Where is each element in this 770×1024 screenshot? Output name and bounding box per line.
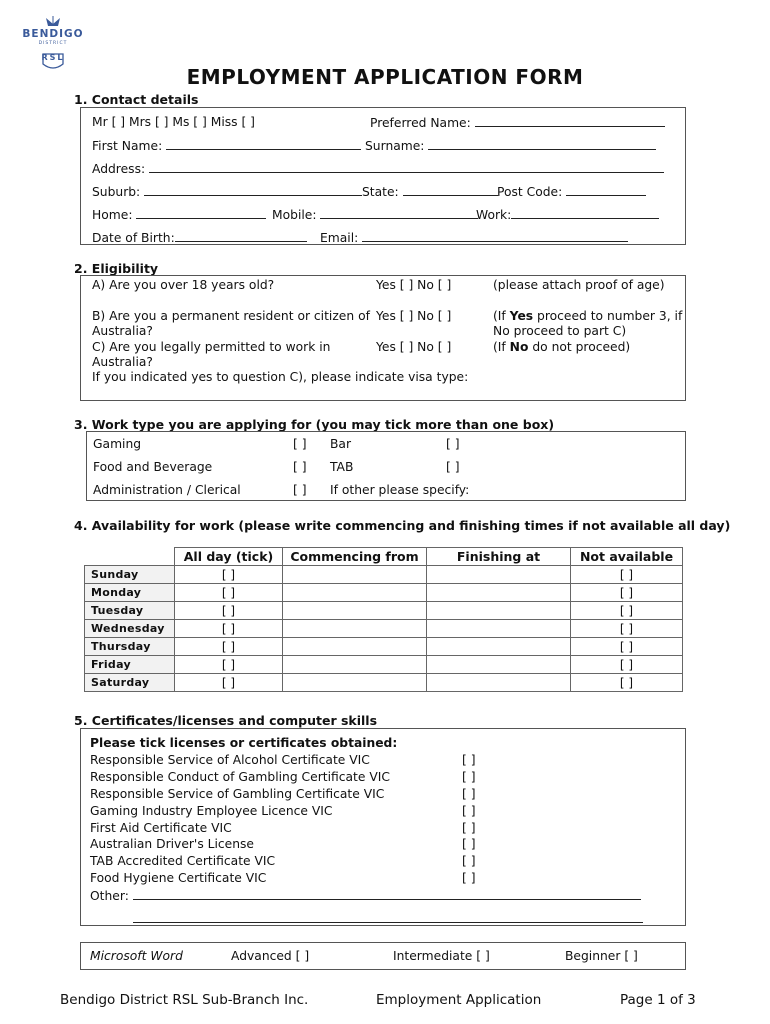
question-c-yes-no[interactable]: Yes [ ] No [ ] <box>376 340 452 354</box>
mobile-phone-field[interactable] <box>272 207 478 222</box>
visa-type-field[interactable]: If you indicated yes to question C), please indicate visa type: <box>92 370 469 384</box>
certificate-item: Responsible Service of Alcohol Certificate VIC <box>90 753 370 767</box>
footer-organisation: Bendigo District RSL Sub-Branch Inc. <box>60 992 309 1008</box>
commencing-cell[interactable] <box>283 620 427 638</box>
post-code-field[interactable] <box>497 184 646 199</box>
not-available-checkbox[interactable]: [ ] <box>571 674 683 692</box>
work-phone-label: Work: <box>476 208 512 222</box>
work-type-other[interactable]: If other please specify: <box>330 483 470 497</box>
table-row <box>85 620 683 638</box>
gaming-checkbox[interactable]: [ ] <box>293 437 307 451</box>
availability-header-row <box>85 548 683 566</box>
finishing-cell[interactable] <box>427 674 571 692</box>
finishing-cell[interactable] <box>427 620 571 638</box>
commencing-cell[interactable] <box>283 602 427 620</box>
other-certificate-field[interactable] <box>90 888 641 903</box>
logo-text: BENDIGO <box>22 28 84 40</box>
first-name-label: First Name: <box>92 139 163 153</box>
surname-field[interactable] <box>365 138 656 153</box>
availability-heading: 4. Availability for work (please write commencing and finishing times if not available all day) <box>74 518 731 533</box>
certificate-item: Responsible Conduct of Gambling Certificate VIC <box>90 770 390 784</box>
finishing-header: Finishing at <box>427 548 571 566</box>
table-row <box>85 638 683 656</box>
post-code-label: Post Code: <box>497 185 563 199</box>
other-certificate-line2[interactable] <box>133 922 643 923</box>
certificate-checkbox[interactable]: [ ] <box>462 837 476 851</box>
home-phone-label: Home: <box>92 208 133 222</box>
finishing-cell[interactable] <box>427 584 571 602</box>
other-certificate-label: Other: <box>90 889 129 903</box>
day-label: Sunday <box>85 566 175 584</box>
preferred-name-label: Preferred Name: <box>370 116 471 130</box>
intermediate-option[interactable]: Intermediate [ ] <box>393 949 490 963</box>
bendigo-rsl-logo <box>16 14 90 72</box>
day-label: Thursday <box>85 638 175 656</box>
day-label: Wednesday <box>85 620 175 638</box>
dob-label: Date of Birth: <box>92 231 175 245</box>
all-day-checkbox[interactable]: [ ] <box>175 656 283 674</box>
commencing-cell[interactable] <box>283 584 427 602</box>
availability-table <box>84 547 683 692</box>
all-day-checkbox[interactable]: [ ] <box>175 602 283 620</box>
certificate-checkbox[interactable]: [ ] <box>462 854 476 868</box>
day-label: Friday <box>85 656 175 674</box>
not-available-checkbox[interactable]: [ ] <box>571 566 683 584</box>
all-day-checkbox[interactable]: [ ] <box>175 674 283 692</box>
certificate-checkbox[interactable]: [ ] <box>462 753 476 767</box>
logo-badge: RSL <box>41 53 65 62</box>
certificate-item: First Aid Certificate VIC <box>90 821 232 835</box>
all-day-checkbox[interactable]: [ ] <box>175 584 283 602</box>
question-c-note <box>493 340 630 354</box>
mobile-phone-label: Mobile: <box>272 208 317 222</box>
finishing-cell[interactable] <box>427 638 571 656</box>
commencing-cell[interactable] <box>283 656 427 674</box>
email-label: Email: <box>320 231 359 245</box>
certificate-checkbox[interactable]: [ ] <box>462 821 476 835</box>
question-b-yes-no[interactable]: Yes [ ] No [ ] <box>376 309 452 323</box>
table-row <box>85 674 683 692</box>
certificate-checkbox[interactable]: [ ] <box>462 787 476 801</box>
day-label: Saturday <box>85 674 175 692</box>
table-row <box>85 566 683 584</box>
page-title: EMPLOYMENT APPLICATION FORM <box>186 65 584 89</box>
question-b-note-bold: Yes <box>509 309 534 323</box>
question-b-line1: B) Are you a permanent resident or citizen of <box>92 309 370 323</box>
suburb-field[interactable] <box>92 184 362 199</box>
address-label: Address: <box>92 162 146 176</box>
certificates-subheading: Please tick licenses or certificates obtained: <box>90 736 398 750</box>
work-type-food: Food and Beverage <box>93 460 213 474</box>
commencing-header: Commencing from <box>283 548 427 566</box>
not-available-checkbox[interactable]: [ ] <box>571 602 683 620</box>
beginner-option[interactable]: Beginner [ ] <box>565 949 638 963</box>
question-b-note-line2: No proceed to part C) <box>493 324 627 338</box>
work-phone-field[interactable] <box>476 207 659 222</box>
question-a: A) Are you over 18 years old? <box>92 278 275 292</box>
not-available-header: Not available <box>571 548 683 566</box>
question-c-line1: C) Are you legally permitted to work in <box>92 340 331 354</box>
work-type-bar: Bar <box>330 437 352 451</box>
tab-checkbox[interactable]: [ ] <box>446 460 460 474</box>
contact-heading: 1. Contact details <box>74 92 199 107</box>
not-available-checkbox[interactable]: [ ] <box>571 584 683 602</box>
commencing-cell[interactable] <box>283 566 427 584</box>
eligibility-heading: 2. Eligibility <box>74 261 159 276</box>
question-c-line2: Australia? <box>92 355 153 369</box>
question-a-note: (please attach proof of age) <box>493 278 665 292</box>
finishing-cell[interactable] <box>427 602 571 620</box>
email-field[interactable] <box>320 230 628 245</box>
question-c-note-post: do not proceed) <box>528 340 631 354</box>
all-day-header: All day (tick) <box>175 548 283 566</box>
surname-label: Surname: <box>365 139 425 153</box>
finishing-cell[interactable] <box>427 656 571 674</box>
preferred-name-field[interactable] <box>370 115 665 130</box>
table-row <box>85 584 683 602</box>
certificate-item: Responsible Service of Gambling Certificate VIC <box>90 787 385 801</box>
commencing-cell[interactable] <box>283 674 427 692</box>
question-b-line2: Australia? <box>92 324 153 338</box>
footer-document-name: Employment Application <box>376 992 542 1008</box>
work-type-gaming: Gaming <box>93 437 142 451</box>
commencing-cell[interactable] <box>283 638 427 656</box>
footer-page-number: Page 1 of 3 <box>620 992 696 1008</box>
bar-checkbox[interactable]: [ ] <box>446 437 460 451</box>
question-c-note-bold: No <box>509 340 529 354</box>
certificates-heading: 5. Certificates/licenses and computer skills <box>74 713 378 728</box>
certificate-checkbox[interactable]: [ ] <box>462 770 476 784</box>
state-label: State: <box>362 185 399 199</box>
not-available-checkbox[interactable]: [ ] <box>571 638 683 656</box>
table-row <box>85 602 683 620</box>
certificate-item: Australian Driver's License <box>90 837 254 851</box>
work-type-admin: Administration / Clerical <box>93 483 241 497</box>
question-b-note <box>493 309 682 323</box>
all-day-checkbox[interactable]: [ ] <box>175 566 283 584</box>
all-day-checkbox[interactable]: [ ] <box>175 620 283 638</box>
food-checkbox[interactable]: [ ] <box>293 460 307 474</box>
work-type-tab: TAB <box>330 460 354 474</box>
certificate-item: TAB Accredited Certificate VIC <box>90 854 276 868</box>
day-label: Monday <box>85 584 175 602</box>
address-field[interactable] <box>92 161 664 176</box>
certificate-item: Gaming Industry Employee Licence VIC <box>90 804 333 818</box>
dob-field[interactable] <box>92 230 307 245</box>
logo-subtext: DISTRICT <box>38 41 68 46</box>
question-a-yes-no[interactable]: Yes [ ] No [ ] <box>376 278 452 292</box>
question-c-note-pre: (If <box>493 340 510 354</box>
all-day-checkbox[interactable]: [ ] <box>175 638 283 656</box>
advanced-option[interactable]: Advanced [ ] <box>231 949 310 963</box>
admin-checkbox[interactable]: [ ] <box>293 483 307 497</box>
not-available-checkbox[interactable]: [ ] <box>571 620 683 638</box>
question-b-note-post: proceed to number 3, if <box>533 309 683 323</box>
suburb-label: Suburb: <box>92 185 141 199</box>
first-name-field[interactable] <box>92 138 361 153</box>
software-name: Microsoft Word <box>90 949 183 963</box>
state-field[interactable] <box>362 184 498 199</box>
table-row <box>85 656 683 674</box>
certificate-item: Food Hygiene Certificate VIC <box>90 871 267 885</box>
certificate-checkbox[interactable]: [ ] <box>462 871 476 885</box>
not-available-checkbox[interactable]: [ ] <box>571 656 683 674</box>
work-type-heading: 3. Work type you are applying for (you may tick more than one box) <box>74 417 555 432</box>
day-label: Tuesday <box>85 602 175 620</box>
finishing-cell[interactable] <box>427 566 571 584</box>
home-phone-field[interactable] <box>92 207 266 222</box>
certificate-checkbox[interactable]: [ ] <box>462 804 476 818</box>
table-corner-cell <box>85 548 175 566</box>
salutation-options[interactable]: Mr [ ] Mrs [ ] Ms [ ] Miss [ ] <box>92 115 255 129</box>
question-b-note-pre: (If <box>493 309 510 323</box>
